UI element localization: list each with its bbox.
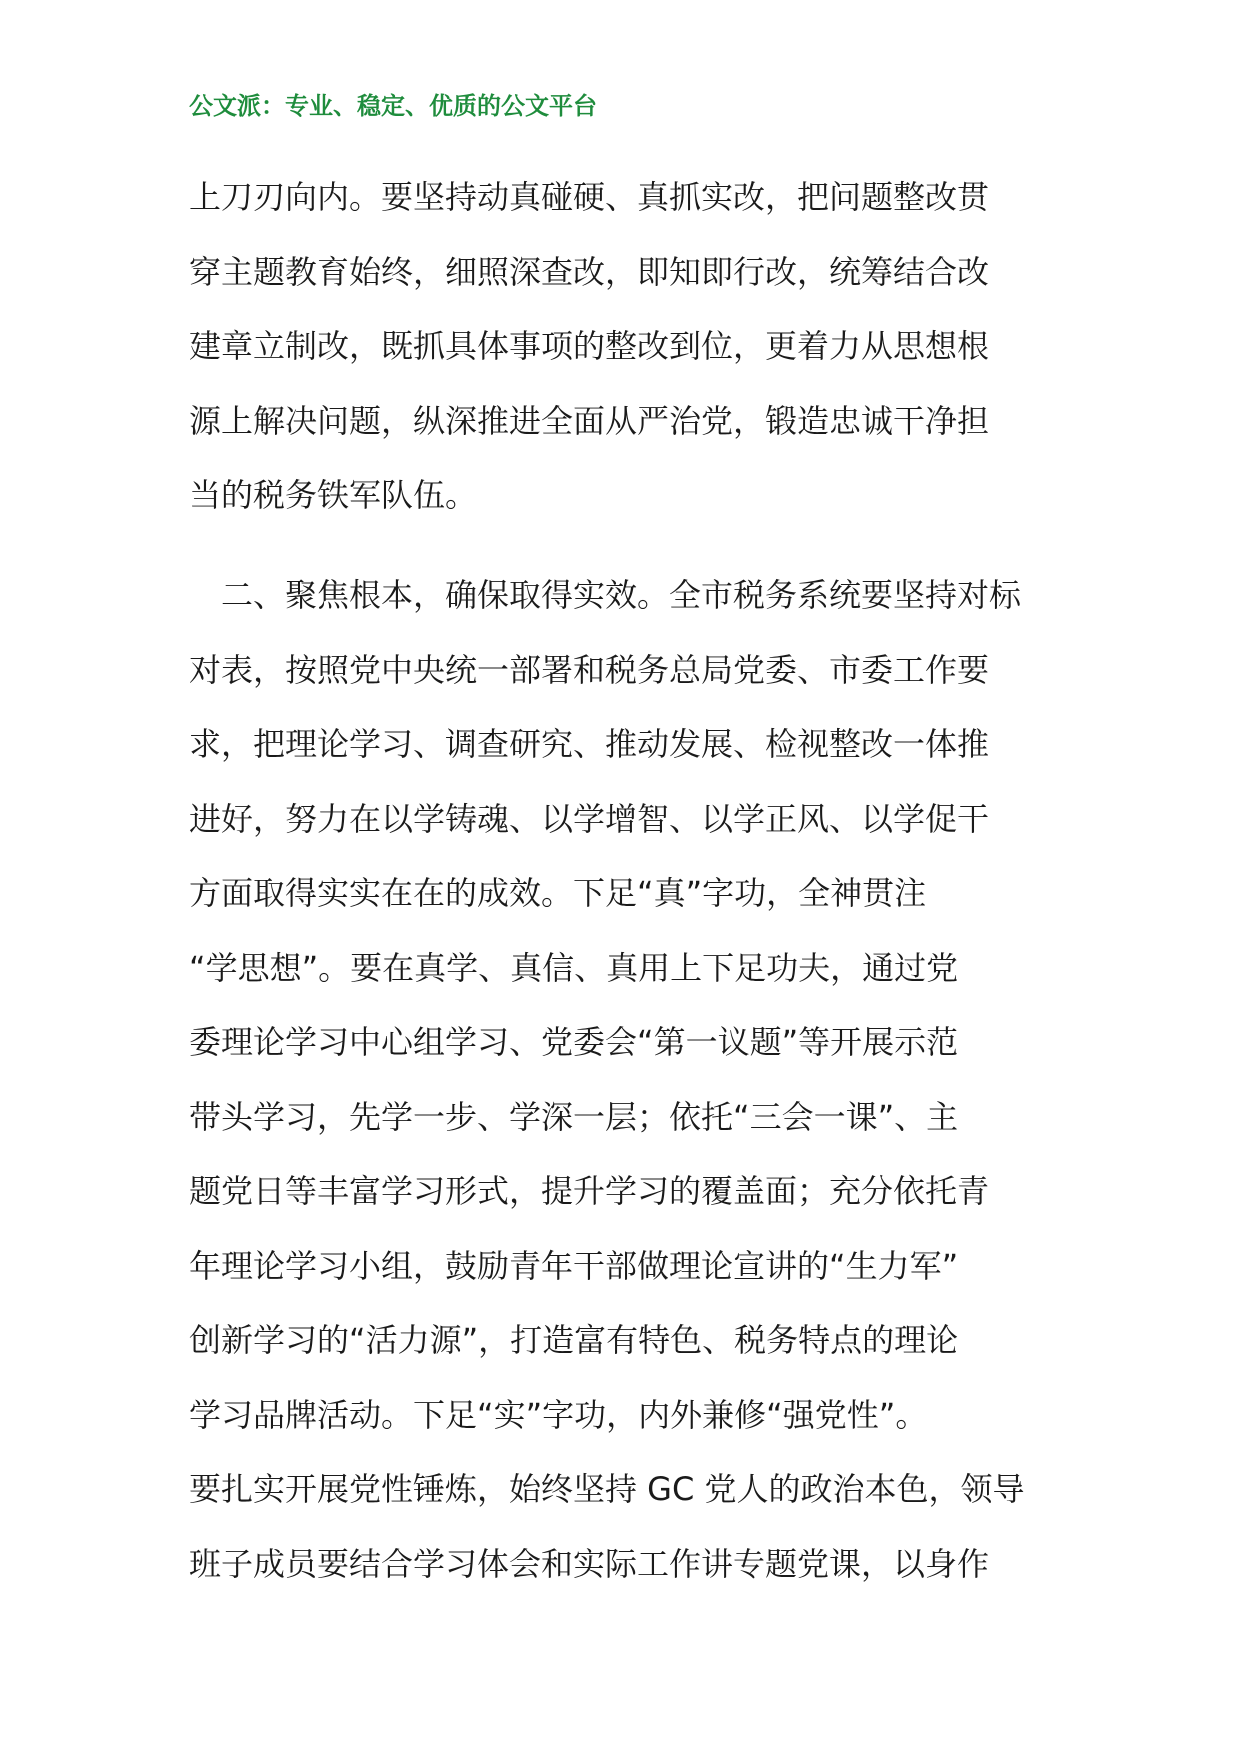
- text-line: 二、聚焦根本，确保取得实效。全市税务系统要坚持对标: [189, 576, 1022, 614]
- text-line: 委理论学习中心组学习、党委会“第一议题”等开展示范: [189, 1023, 959, 1061]
- text-line: 当的税务铁军队伍。: [189, 476, 478, 514]
- text-line: 进好，努力在以学铸魂、以学增智、以学正风、以学促干: [189, 799, 990, 838]
- text-line: 班子成员要结合学习体会和实际工作讲专题党课，以身作: [189, 1544, 990, 1583]
- text-line: 建章立制改，既抓具体事项的整改到位，更着力从思想根: [189, 327, 990, 365]
- text-line: 要扎实开展党性锤炼，始终坚持 GC 党人的政治本色，领导: [189, 1470, 1025, 1508]
- text-line: 创新学习的“活力源”，打造富有特色、税务特点的理论: [189, 1321, 959, 1359]
- text-line: 方面取得实实在在的成效。下足“真”字功，全神贯注: [189, 874, 927, 912]
- paragraph-1: [189, 160, 1069, 533]
- text-line: “学思想”。要在真学、真信、真用上下足功夫，通过党: [189, 948, 959, 987]
- text-line: 对表，按照党中央统一部署和税务总局党委、市委工作要: [189, 650, 990, 689]
- text-line: 年理论学习小组，鼓励青年干部做理论宣讲的“生力军”: [189, 1246, 959, 1285]
- header-title: 公文派：专业、稳定、优质的公文平台: [189, 92, 597, 120]
- text-line: 上刀刃向内。要坚持动真碰硬、真抓实改，把问题整改贯: [189, 178, 990, 216]
- text-line: 源上解决问题，纵深推进全面从严治党，锻造忠诚干净担: [189, 401, 990, 440]
- text-line: 带头学习，先学一步、学深一层；依托“三会一课”、主: [189, 1097, 959, 1136]
- paragraph-2: [189, 558, 1069, 1601]
- text-line: 题党日等丰富学习形式，提升学习的覆盖面；充分依托青: [189, 1172, 990, 1210]
- text-line: 求，把理论学习、调查研究、推动发展、检视整改一体推: [189, 725, 990, 763]
- text-line: 穿主题教育始终，细照深查改，即知即行改，统筹结合改: [189, 252, 990, 291]
- text-line: 学习品牌活动。下足“实”字功，内外兼修“强党性”。: [189, 1395, 928, 1434]
